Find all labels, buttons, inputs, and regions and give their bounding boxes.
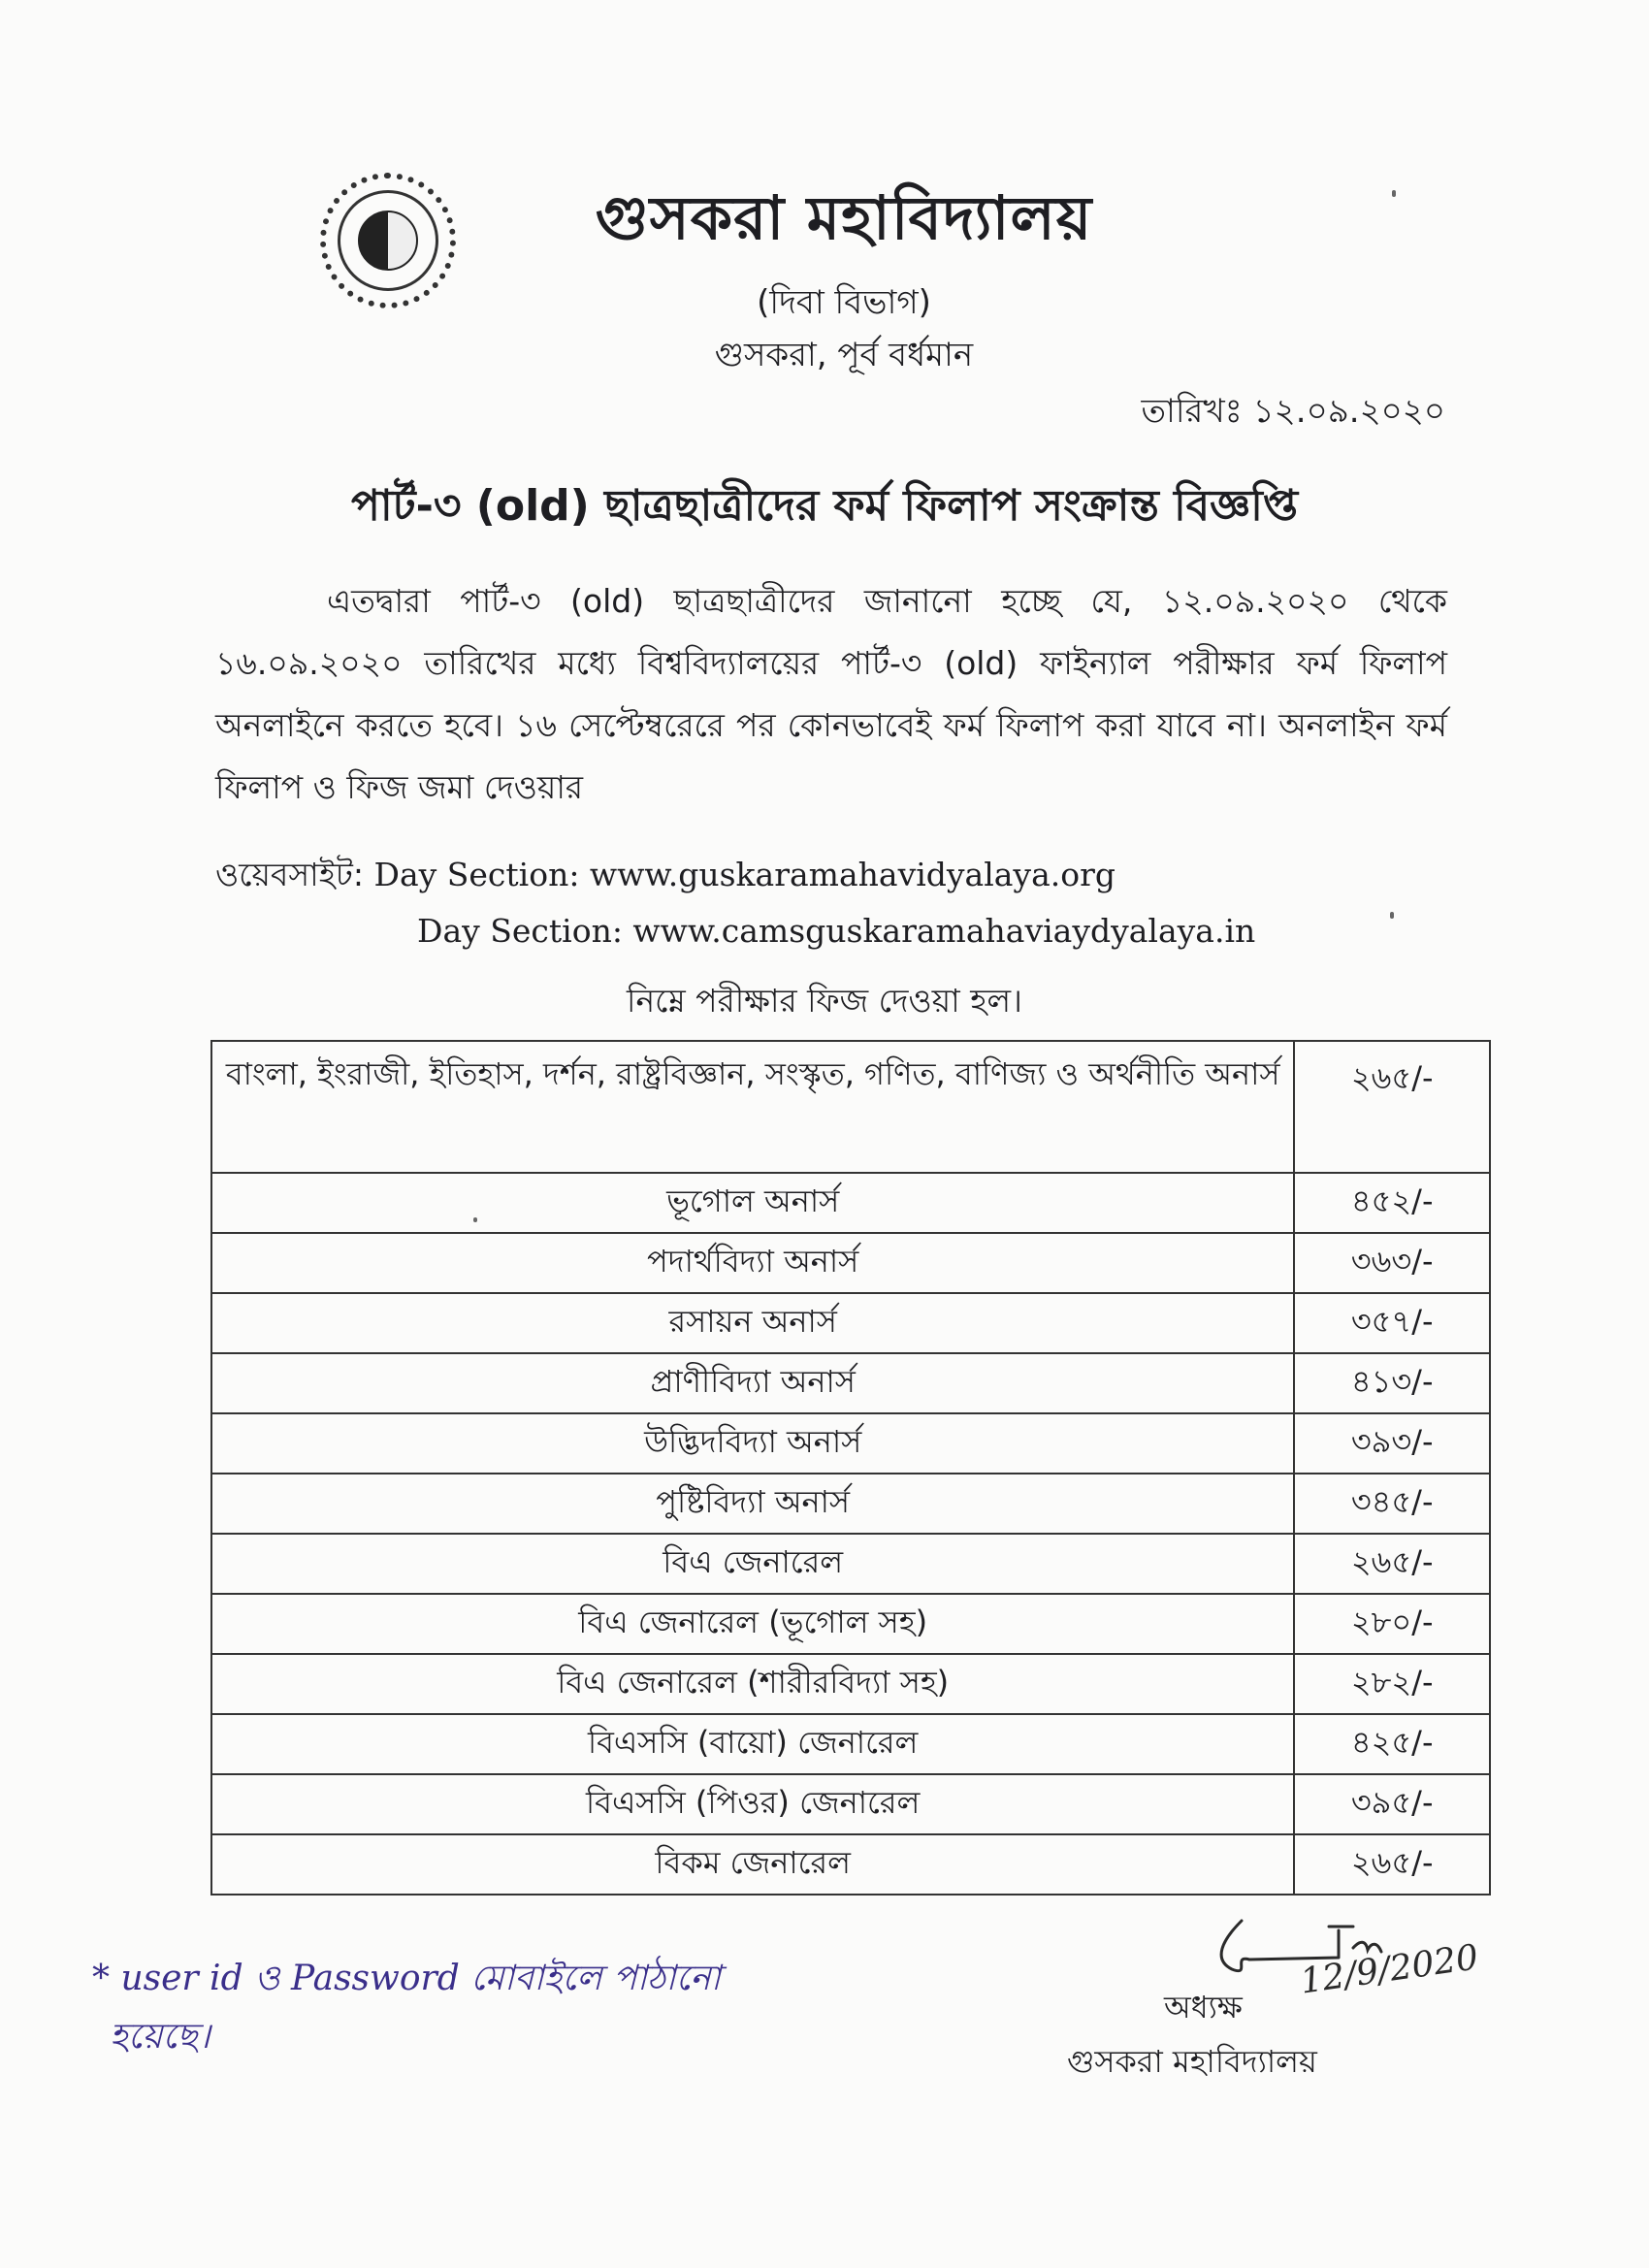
notice-body: এতদ্বারা পার্ট-৩ (old) ছাত্রছাত্রীদের জানানো হচ্ছে যে, ১২.০৯.২০২০ থেকে ১৬.০৯.২০২০ তারিখের মধ্যে বিশ্ববিদ্যালয়ের পার্ট-৩ (old) ফাইন্যাল পরীক্ষার ফর্ম ফিলাপ অনলাইনে করতে হবে। ১৬ সেপ্টেম্বরেরে পর কোনভাবেই ফর্ম ফিলাপ করা যাবে না। অনলাইন ফর্ম ফিলাপ ও ফিজ জমা দেওয়ার bbox=[215, 582, 1447, 806]
subject-cell: বিএ জেনারেল (শারীরবিদ্যা সহ) bbox=[211, 1654, 1294, 1714]
subject-cell: বাংলা, ইংরাজী, ইতিহাস, দর্শন, রাষ্ট্রবিজ্ঞান, সংস্কৃত, গণিত, বাণিজ্য ও অর্থনীতি অনার্স bbox=[211, 1041, 1294, 1173]
fees-table bbox=[210, 1040, 1491, 1895]
subject-cell: পদার্থবিদ্যা অনার্স bbox=[211, 1233, 1294, 1293]
fee-cell: ৩৯৩/- bbox=[1294, 1413, 1490, 1474]
website-link-2[interactable]: Day Section: www.camsguskaramahaviaydyalaya.in bbox=[417, 912, 1256, 950]
fee-row bbox=[211, 1293, 1490, 1353]
fee-cell: ৩৪৫/- bbox=[1294, 1474, 1490, 1534]
open-book-icon bbox=[358, 211, 418, 271]
fee-cell: ২৮০/- bbox=[1294, 1594, 1490, 1654]
subject-cell: রসায়ন অনার্স bbox=[211, 1293, 1294, 1353]
handwritten-note-line-1: * user id ও Password মোবাইলে পাঠানো bbox=[92, 1959, 722, 1998]
scan-speck bbox=[1392, 190, 1396, 197]
fee-row bbox=[211, 1173, 1490, 1233]
fee-row bbox=[211, 1654, 1490, 1714]
fee-row bbox=[211, 1714, 1490, 1774]
subject-cell: উদ্ভিদবিদ্যা অনার্স bbox=[211, 1413, 1294, 1474]
notice-heading: পার্ট-৩ (old) ছাত্রছাত্রীদের ফর্ম ফিলাপ সংক্রান্ত বিজ্ঞপ্তি bbox=[350, 481, 1299, 531]
signature-date: 12/9/2020 bbox=[1298, 1937, 1481, 2002]
designation: অধ্যক্ষ bbox=[1164, 1989, 1243, 2025]
website-link-1[interactable]: Day Section: www.guskaramahavidyalaya.org bbox=[373, 856, 1116, 893]
section-label: (দিবা বিভাগ) bbox=[757, 283, 931, 322]
subject-cell: বিএ জেনারেল bbox=[211, 1534, 1294, 1594]
fees-intro: নিম্নে পরীক্ষার ফিজ দেওয়া হল। bbox=[627, 982, 1022, 1020]
subject-cell: পুষ্টিবিদ্যা অনার্স bbox=[211, 1474, 1294, 1534]
subject-cell: বিএসসি (পিওর) জেনারেল bbox=[211, 1774, 1294, 1834]
fee-row bbox=[211, 1041, 1490, 1173]
scan-speck bbox=[473, 1217, 477, 1222]
notice-date: তারিখঃ ১২.০৯.২০২০ bbox=[1141, 392, 1445, 431]
fee-row bbox=[211, 1834, 1490, 1895]
subject-cell: ভূগোল অনার্স bbox=[211, 1173, 1294, 1233]
website-line-1 bbox=[215, 850, 1116, 904]
college-name-title: গুসকরা মহাবিদ্যালয় bbox=[595, 182, 1093, 253]
subject-cell: বিএ জেনারেল (ভূগোল সহ) bbox=[211, 1594, 1294, 1654]
location-label: গুসকরা, পূর্ব বর্ধমান bbox=[714, 336, 974, 374]
fee-row bbox=[211, 1413, 1490, 1474]
fee-row bbox=[211, 1774, 1490, 1834]
handwritten-note bbox=[92, 1950, 946, 2066]
fee-cell: ২৬৫/- bbox=[1294, 1534, 1490, 1594]
fee-row bbox=[211, 1353, 1490, 1413]
website-label: ওয়েবসাইট: bbox=[215, 856, 364, 893]
fee-cell: ৪১৩/- bbox=[1294, 1353, 1490, 1413]
fee-cell: ২৬৫/- bbox=[1294, 1834, 1490, 1895]
handwritten-note-line-2: হয়েছে। bbox=[110, 2017, 210, 2057]
fee-row bbox=[211, 1534, 1490, 1594]
subject-cell: প্রাণীবিদ্যা অনার্স bbox=[211, 1353, 1294, 1413]
footer-college-name: গুসকরা মহাবিদ্যালয় bbox=[1067, 2043, 1317, 2080]
fee-row bbox=[211, 1594, 1490, 1654]
fee-cell: ৪৫২/- bbox=[1294, 1173, 1490, 1233]
scan-speck bbox=[1390, 912, 1394, 919]
fee-cell: ৩৯৫/- bbox=[1294, 1774, 1490, 1834]
fee-cell: ৪২৫/- bbox=[1294, 1714, 1490, 1774]
fee-cell: ২৬৫/- bbox=[1294, 1041, 1490, 1173]
fee-row bbox=[211, 1474, 1490, 1534]
fee-row bbox=[211, 1233, 1490, 1293]
fee-cell: ৩৫৭/- bbox=[1294, 1293, 1490, 1353]
college-seal-logo bbox=[320, 173, 456, 308]
fee-cell: ৩৬৩/- bbox=[1294, 1233, 1490, 1293]
subject-cell: বিএসসি (বায়ো) জেনারেল bbox=[211, 1714, 1294, 1774]
fee-cell: ২৮২/- bbox=[1294, 1654, 1490, 1714]
subject-cell: বিকম জেনারেল bbox=[211, 1834, 1294, 1895]
